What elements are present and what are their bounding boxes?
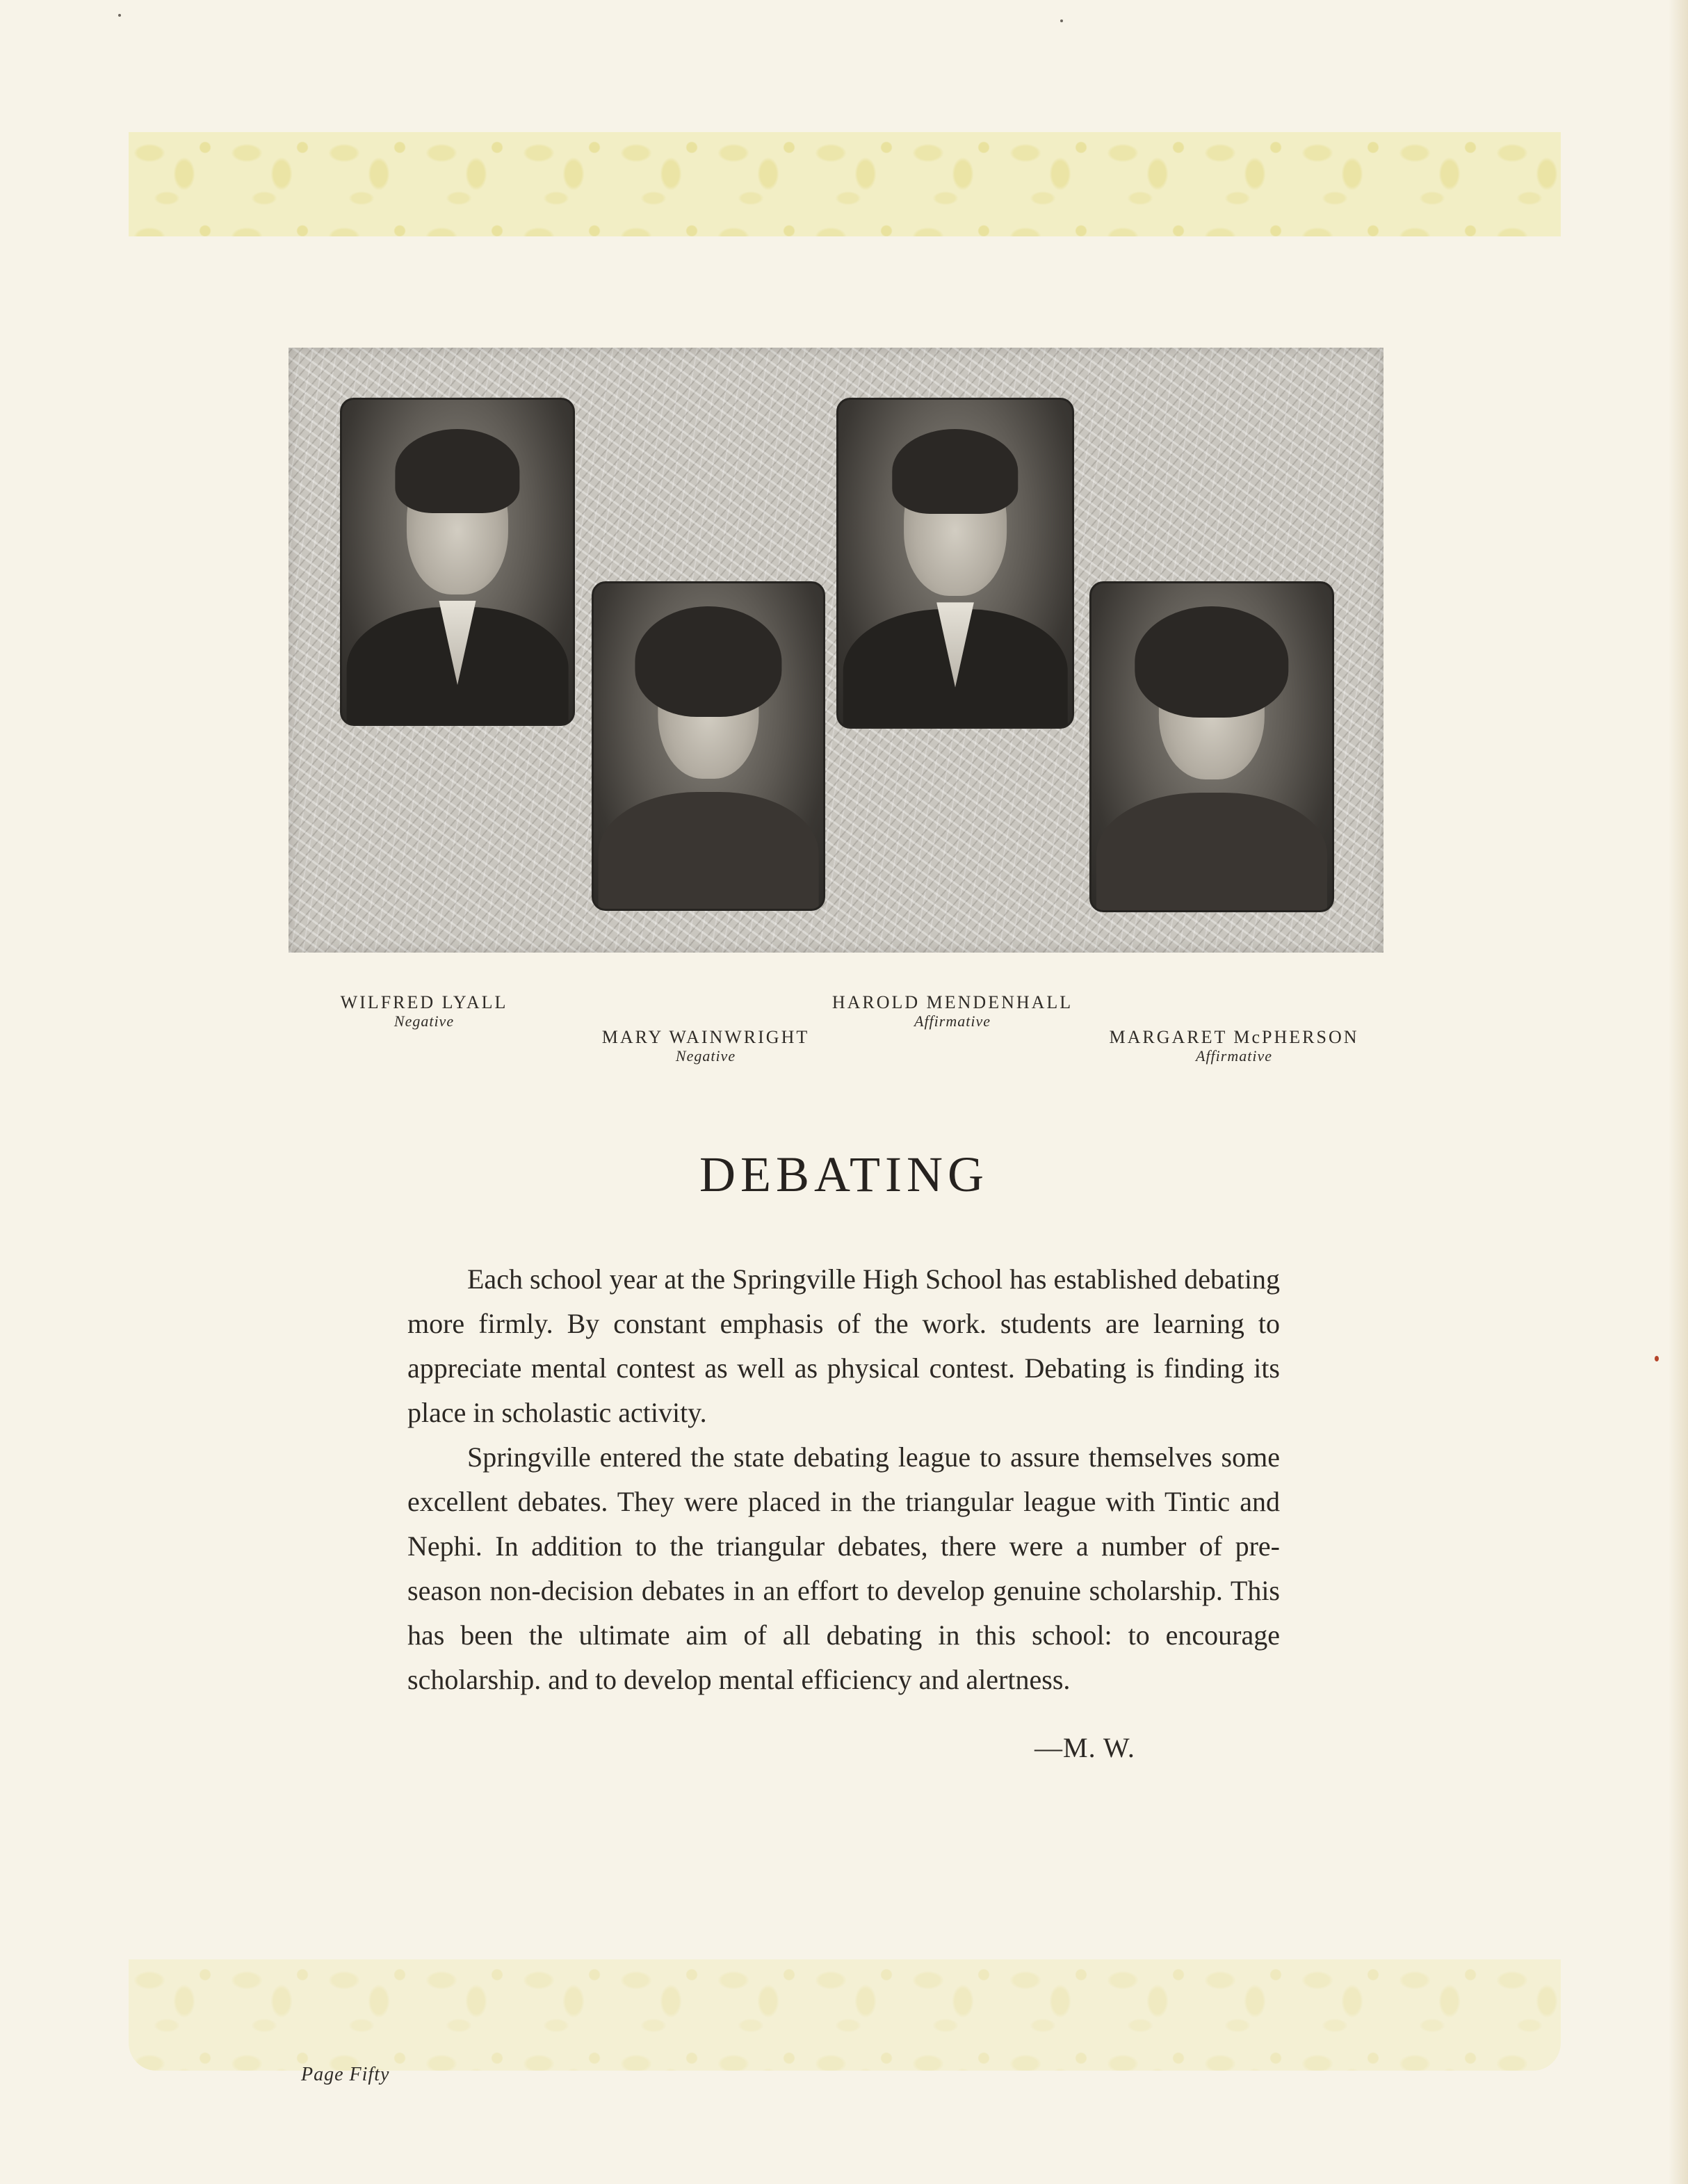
debater-name: MARGARET McPHERSON bbox=[1109, 1027, 1359, 1047]
portrait-margaret-mcpherson bbox=[1089, 581, 1334, 912]
caption-harold-mendenhall bbox=[806, 993, 1098, 1030]
debater-name: MARY WAINWRIGHT bbox=[601, 1027, 810, 1047]
paragraph: Springville entered the state debating league to assure themselves some excellent debates. They were placed in the triangular league with Tintic and Nephi. In addition to the triangular debates, there were a number of pre-season non-decision debates in an effort to develop genuine scholarship. This has been the ultimate aim of all debating in this school: to encourage scholarship. and to develop mental efficiency and alertness. bbox=[407, 1441, 1280, 1695]
author-signature: —M. W. bbox=[1034, 1732, 1135, 1763]
page-title: DEBATING bbox=[699, 1147, 989, 1202]
page-edge-shadow bbox=[1669, 0, 1688, 2184]
paper-speck bbox=[1655, 1356, 1659, 1361]
debater-side: Affirmative bbox=[914, 1012, 991, 1030]
portrait-harold-mendenhall bbox=[836, 398, 1074, 729]
top-ornament-band bbox=[129, 132, 1561, 236]
portrait-panel bbox=[289, 348, 1383, 953]
debater-side: Negative bbox=[675, 1046, 736, 1065]
caption-mary-wainwright bbox=[570, 1028, 841, 1065]
page-number: Page Fifty bbox=[301, 2064, 390, 2085]
portrait-mary-wainwright bbox=[592, 581, 825, 911]
debater-side: Negative bbox=[393, 1012, 455, 1030]
portrait-wilfred-lyall bbox=[340, 398, 575, 726]
caption-wilfred-lyall bbox=[306, 993, 542, 1030]
paragraph: Each school year at the Springville High School has established debating more firmly. By constant emphasis of the work. students are learning to appreciate mental contest as well as physical contest. Debating is finding its place in scholastic activity. bbox=[407, 1263, 1280, 1428]
paper-speck bbox=[118, 14, 121, 17]
paper-speck bbox=[1060, 19, 1063, 22]
debater-side: Affirmative bbox=[1196, 1046, 1272, 1065]
debater-name: HAROLD MENDENHALL bbox=[831, 992, 1073, 1012]
bottom-ornament-band bbox=[129, 1959, 1561, 2071]
debater-name: WILFRED LYALL bbox=[340, 992, 508, 1012]
article-body bbox=[407, 1257, 1280, 1702]
caption-margaret-mcpherson bbox=[1085, 1028, 1383, 1065]
